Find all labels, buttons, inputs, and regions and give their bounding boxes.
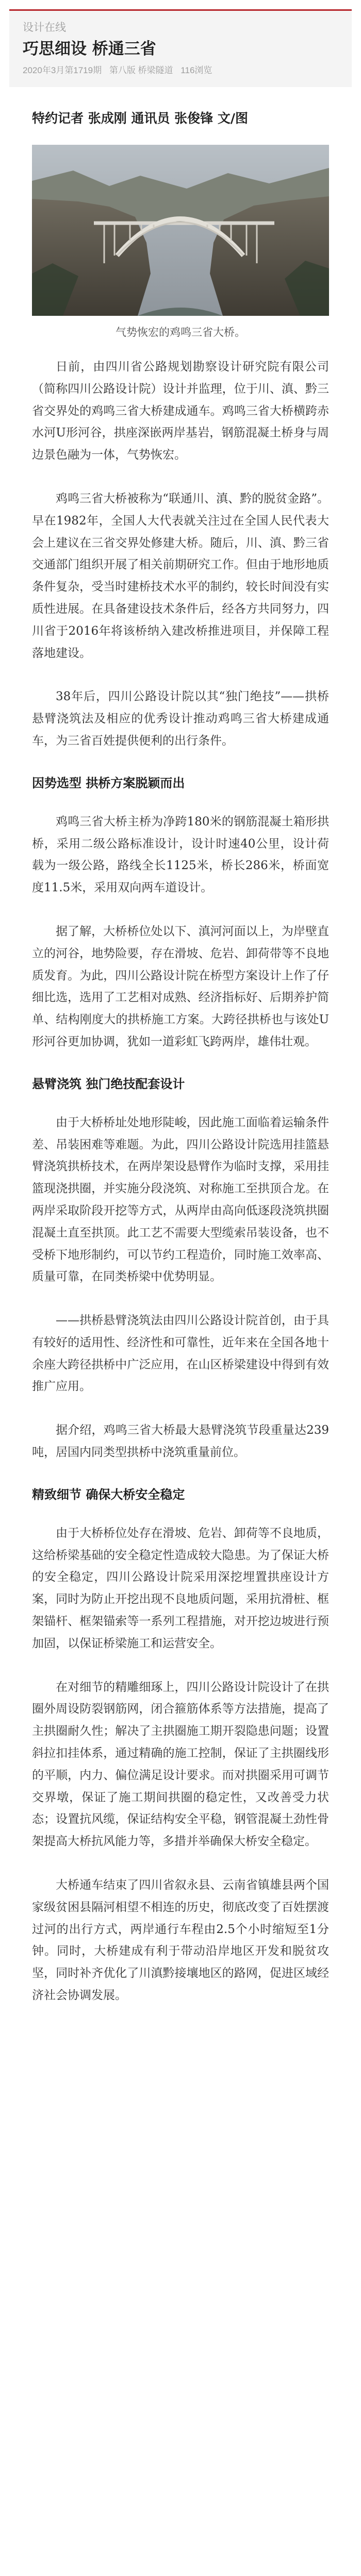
paragraph: 在对细节的精雕细琢上，四川公路设计院设计了在拱圈外周设防裂钢筋网，闭合箍筋体系等方法措施，提高了主拱圈耐久性；解决了主拱圈施工期开裂隐患问题；设置斜拉扣挂体系，通过精确的施工控制，保证了主拱圈线形的平顺，内力、偏位满足设计要求。而对拱圈采用可调节交界墩，保证了施工期间拱圈的稳定性，又改善受力状态；设置抗风缆，保证结构安全平稳，钢管混凝土劲性骨架提高大桥抗风能力等，多措并举确保大桥安全稳定。 [32,1680,329,1849]
section-heading: 悬臂浇筑 独门绝技配套设计 [32,1076,185,1091]
paragraph: ——拱桥悬臂浇筑法由四川公路设计院首创，由于具有较好的适用性、经济性和可靠性，近年来在全国各地十余座大跨径拱桥中广泛应用，在山区桥梁建设中得到有效推广应用。 [32,1314,329,1394]
publication-name: 设计在线 [23,22,66,33]
section-heading: 因势选型 拱桥方案脱颖而出 [32,775,185,790]
paragraph: 38年后，四川公路设计院以其“独门绝技”——拱桥悬臂浇筑法及相应的优秀设计推动鸡鸣三省大桥建成通车，为三省百姓提供便利的出行条件。 [32,690,329,748]
publish-date: 2020年3月第1719期 [23,65,102,75]
article-body [0,87,361,2007]
view-count: 116浏览 [180,65,212,75]
article-paragraphs [32,356,329,2007]
paragraph: 由于大桥桥址处地形陡峻，因此施工面临着运输条件差、吊装困难等难题。为此，四川公路设计院选用挂篮悬臂浇筑拱桥技术，在两岸架设悬臂作为临时支撑，采用挂篮现浇拱圈，并实施分段浇筑、对称施工至拱顶合龙。在两岸采取阶段开挖等方式，从两岸由高向低逐段浇筑拱圈混凝土直至拱顶。此工艺不需要大型缆索吊装设备，也不受桥下地形制约，可以节约工程造价，同时施工效率高、质量可靠，在同类桥梁中优势明显。 [32,1115,329,1284]
paragraph: 据介绍，鸡鸣三省大桥最大悬臂浇筑节段重量达239吨，居国内同类型拱桥中浇筑重量前位。 [32,1423,329,1460]
paragraph: 大桥通车结束了四川省叙永县、云南省镇雄县两个国家级贫困县隔河相望不相连的历史，彻底改变了百姓摆渡过河的出行方式，两岸通行车程由2.5个小时缩短至1分钟。同时，大桥建成有利于带动沿岸地区开发和脱贫攻坚，同时补齐优化了川滇黔接壤地区的路网，促进区域经济社会协调发展。 [32,1878,329,2003]
article-header [9,9,352,87]
paragraph: 鸡鸣三省大桥主桥为净跨180米的钢筋混凝土箱形拱桥，采用二级公路标准设计，设计时速40公里，设计荷载为一级公路，路线全长1125米，桥长286米，桥面宽度11.5米，采用双向两车道设计。 [32,815,329,895]
bridge-illustration [32,145,329,316]
byline: 特约记者 张成刚 通讯员 张俊锋 文/图 [32,111,248,126]
paragraph: 鸡鸣三省大桥被称为“联通川、滇、黔的脱贫金路”。早在1982年，全国人大代表就关注过在全国人民代表大会上建议在三省交界处修建大桥。随后，川、滇、黔三省交通部门组织开展了相关前期研究工作。但由于地形地质条件复杂，受当时建桥技术水平的制约，较长时间没有实质性进展。在具备建设技术条件后，经各方共同努力，四川省于2016年将该桥纳入建改桥推进项目，并保障工程落地建设。 [32,492,329,660]
article-title: 巧思细设 桥通三省 [23,40,156,58]
bridge-photo[interactable] [32,145,329,316]
section-heading: 精致细节 确保大桥安全稳定 [32,1487,185,1502]
article-meta [23,64,338,77]
paragraph: 据了解，大桥桥位处以下、滇河河面以上，为岸壁直立的河谷，地势险要，存在滑坡、危岩、卸荷带等不良地质发育。为此，四川公路设计院在桥型方案设计上作了仔细比选，选用了工艺相对成熟、经济指标好、后期养护简单、结构刚度大的拱桥施工方案。大跨径拱桥也与该处U形河谷更加协调，犹如一道彩虹飞跨两岸，雄伟壮观。 [32,924,329,1048]
paragraph: 由于大桥桥位处存在滑坡、危岩、卸荷等不良地质，这给桥梁基础的安全稳定性造成较大隐患。为了保证大桥的安全稳定，四川公路设计院采用深挖埋置拱座设计方案，同时为防止开挖出现不良地质问题，采用抗滑桩、框架锚杆、框架锚索等一系列工程措施，对开挖边坡进行预加固，以保证桥梁施工和运营安全。 [32,1526,329,1650]
paragraph: 日前，由四川省公路规划勘察设计研究院有限公司（简称四川公路设计院）设计并监理，位于川、滇、黔三省交界处的鸡鸣三省大桥建成通车。鸡鸣三省大桥横跨赤水河U形河谷，拱座深嵌两岸基岩，钢筋混凝土桥身与周边景色融为一体，气势恢宏。 [32,360,329,462]
photo-caption: 气势恢宏的鸡鸣三省大桥。 [116,326,245,338]
edition-label[interactable]: 第八版 桥梁隧道 [109,65,173,75]
